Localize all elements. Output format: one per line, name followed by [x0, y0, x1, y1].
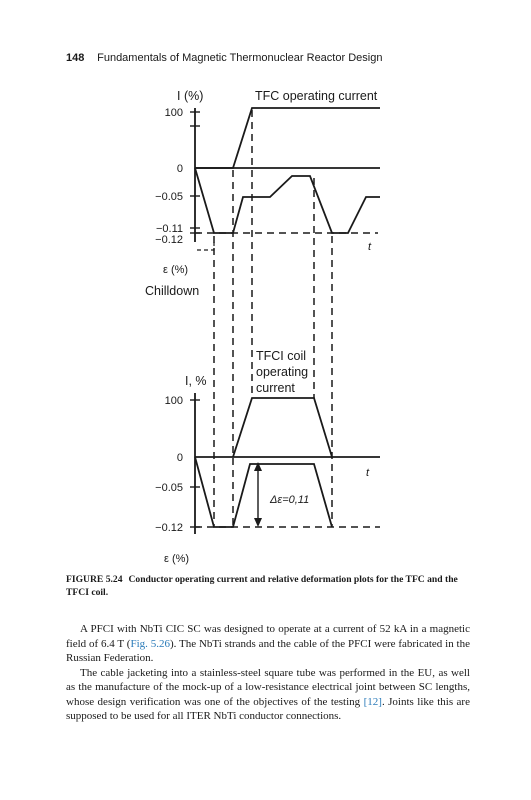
upper-tick-neg011: −0.11 — [155, 223, 183, 235]
fig-5-26-link[interactable]: Fig. 5.26 — [130, 637, 170, 650]
lower-tick-neg012: −0.12 — [155, 522, 183, 534]
paragraph-1-text-a: A PFCI with NbTi CIC SC was designed to operate at a current of 52 kA in a magnetic field of 6.4 T ( — [66, 623, 470, 650]
upper-tick-100: 100 — [164, 107, 183, 119]
paragraph-1-text-b: ). The NbTi strands and the cable of the PFCI were fabricated in the Russian Federation. — [66, 637, 470, 664]
paragraph-2 — [66, 666, 470, 724]
lower-current-label-line3: current — [256, 381, 295, 395]
svg-text:I (%): I (%) — [177, 89, 204, 103]
upper-tick-neg005: −0.05 — [155, 191, 183, 203]
delta-epsilon-label: Δε=0,11 — [270, 494, 310, 506]
upper-epsilon-label: ε (%) — [163, 264, 189, 276]
lower-t-label: t — [366, 467, 370, 479]
page-number: 148 — [66, 52, 85, 64]
reference-12-link[interactable]: [12] — [363, 695, 382, 708]
paragraph-1 — [66, 622, 470, 666]
paragraph-2-text-b: . Joints like this are supposed to be used for all ITER NbTi conductor connections. — [66, 695, 470, 722]
lower-current-label-line2: operating — [256, 365, 309, 379]
paragraph-2-text-a: The cable jacketing into a stainless-steel square tube was performed in the EU, as well as the manufacture of the mock-up of a low-resistance electrical joint between SC lengths, whose design verification was one of the objectives of the testing — [66, 666, 470, 708]
upper-current-curve — [195, 108, 380, 168]
lower-tick-0: 0 — [176, 452, 183, 464]
chilldown-label: Chilldown — [145, 284, 200, 298]
body-text — [66, 622, 470, 724]
lower-tick-100: 100 — [164, 395, 183, 407]
lower-epsilon-label: ε (%) — [164, 553, 190, 565]
delta-arrow-head-down — [254, 518, 262, 527]
lower-current-curve — [233, 398, 332, 457]
upper-strain-curve — [195, 168, 380, 233]
upper-t-label: t — [368, 241, 372, 253]
lower-strain-curve — [195, 457, 332, 527]
upper-tick-0: 0 — [176, 163, 183, 175]
upper-y-axis-label — [177, 89, 203, 103]
caption-label: FIGURE 5.24 — [66, 574, 123, 585]
book-title: Fundamentals of Magnetic Thermonuclear Reactor Design — [97, 52, 383, 64]
upper-marker-dash — [197, 242, 214, 250]
lower-y-axis-label: I, % — [185, 374, 207, 388]
lower-tick-neg005: −0.05 — [155, 482, 183, 494]
upper-plot-title: TFC operating current — [255, 89, 378, 103]
upper-tick-neg012: −0.12 — [155, 234, 183, 246]
figure-caption — [66, 574, 468, 599]
caption-text: Conductor operating current and relative deformation plots for the TFC and the TFCI coil. — [66, 574, 458, 598]
lower-current-label-line1: TFCI coil — [256, 349, 306, 363]
